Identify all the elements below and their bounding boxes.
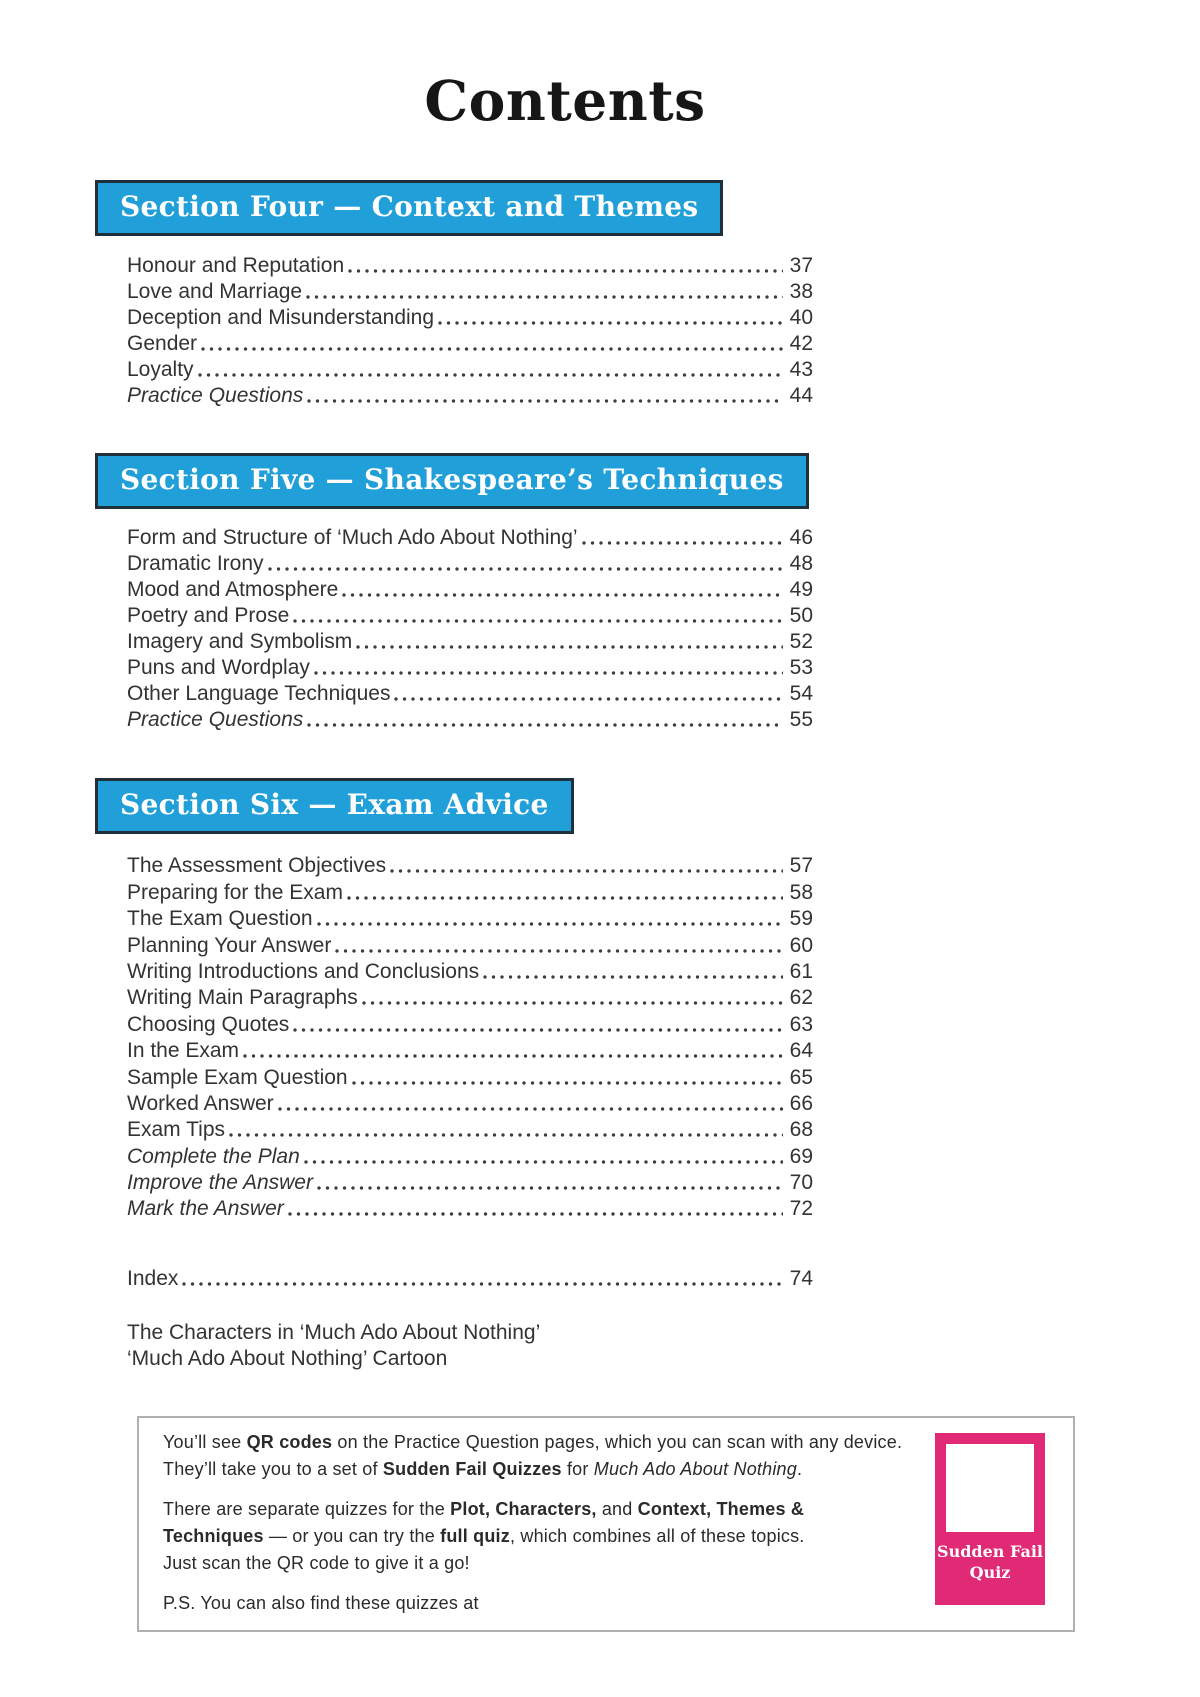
dot-leader xyxy=(483,975,783,979)
dot-leader xyxy=(198,373,783,377)
toc-entry-label: Complete the Plan xyxy=(127,1144,300,1168)
note-text-run-italic: Much Ado About Nothing xyxy=(593,1459,797,1479)
note-text-run-bold: Sudden Fail Quizzes xyxy=(382,1459,562,1479)
dot-leader xyxy=(307,399,782,403)
toc-entry-label: Preparing for the Exam xyxy=(127,880,343,904)
section-four-list xyxy=(127,252,813,408)
dot-leader xyxy=(317,922,783,926)
note-text-run: on the Practice Question pages, which you can scan with any device. xyxy=(332,1432,903,1452)
toc-entry-page: 66 xyxy=(789,1091,813,1115)
toc-entry-label: Exam Tips xyxy=(127,1118,226,1142)
toc-entry-page: 55 xyxy=(789,708,813,731)
section-six-header: Section Six — Exam Advice xyxy=(95,778,574,834)
toc-entry-label: Writing Introductions and Conclusions xyxy=(127,959,480,983)
dot-leader xyxy=(352,1081,783,1085)
dot-leader xyxy=(306,295,783,299)
section-four-header: Section Four — Context and Themes xyxy=(95,180,723,236)
toc-entry-page: 44 xyxy=(789,384,813,407)
toc-entry xyxy=(127,628,813,654)
note-text-run-bold: full quiz xyxy=(440,1526,510,1546)
toc-entry xyxy=(127,1090,813,1116)
toc-entry-label: Improve the Answer xyxy=(127,1171,313,1195)
toc-entry-page: 46 xyxy=(789,526,813,549)
dot-leader xyxy=(304,1160,783,1164)
toc-entry-label: Other Language Techniques xyxy=(127,682,391,705)
toc-entry-label: Mark the Answer xyxy=(127,1197,284,1221)
sudden-fail-quiz-badge xyxy=(935,1433,1045,1605)
note-text-run: and xyxy=(596,1499,638,1519)
toc-entry-page: 61 xyxy=(789,959,813,983)
dot-leader xyxy=(317,1186,783,1190)
toc-entry-page: 42 xyxy=(789,332,813,355)
note-text-run: . xyxy=(796,1459,803,1479)
dot-leader xyxy=(278,1107,783,1111)
toc-entry-label: The Assessment Objectives xyxy=(127,854,387,878)
dot-leader xyxy=(394,697,782,701)
toc-entry-label: Imagery and Symbolism xyxy=(127,630,353,653)
dot-leader xyxy=(582,541,783,545)
toc-entry-label: Choosing Quotes xyxy=(127,1012,290,1036)
note-text-run: , which combines all of these topics. xyxy=(509,1526,805,1546)
toc-entry xyxy=(127,330,813,356)
note-paragraph-3 xyxy=(163,1590,933,1617)
dot-leader xyxy=(293,619,782,623)
toc-entry-label: In the Exam xyxy=(127,1039,240,1063)
toc-entry-label: Deception and Misunderstanding xyxy=(127,306,435,329)
toc-entry-page: 37 xyxy=(789,254,813,277)
extra-line-cartoon: ‘Much Ado About Nothing’ Cartoon xyxy=(127,1347,448,1370)
dot-leader xyxy=(362,1001,783,1005)
note-text-run: P.S. You can also find these quizzes at xyxy=(163,1593,479,1613)
toc-entry-label: The Exam Question xyxy=(127,907,313,931)
toc-entry xyxy=(127,931,813,957)
dot-leader xyxy=(229,1133,783,1137)
toc-entry-label: Puns and Wordplay xyxy=(127,656,310,679)
note-text-run-bold: Context, Themes & xyxy=(637,1499,805,1519)
qr-badge-label-line2: Quiz xyxy=(969,1563,1011,1582)
toc-entry-page: 52 xyxy=(789,630,813,653)
note-text-run-bold: Plot, xyxy=(450,1499,491,1519)
index-page: 74 xyxy=(789,1267,813,1290)
page-title: Contents xyxy=(424,68,706,133)
note-paragraph-1 xyxy=(163,1429,933,1483)
section-six-list xyxy=(127,852,813,1221)
dot-leader xyxy=(182,1282,782,1286)
toc-entry-page: 58 xyxy=(789,880,813,904)
toc-entry-label: Form and Structure of ‘Much Ado About Nothing’ xyxy=(127,526,578,549)
section-five-header: Section Five — Shakespeare’s Techniques xyxy=(95,453,809,509)
toc-entry-label: Mood and Atmosphere xyxy=(127,578,339,601)
toc-entry xyxy=(127,356,813,382)
toc-entry-label: Practice Questions xyxy=(127,384,304,407)
toc-entry xyxy=(127,524,813,550)
extra-contents xyxy=(127,1320,540,1372)
toc-entry xyxy=(127,706,813,732)
toc-entry-page: 43 xyxy=(789,358,813,381)
toc-entry-label: Love and Marriage xyxy=(127,280,303,303)
toc-entry xyxy=(127,680,813,706)
note-text-run-bold: QR codes xyxy=(246,1432,333,1452)
toc-entry xyxy=(127,1063,813,1089)
toc-entry xyxy=(127,878,813,904)
toc-entry-label: Honour and Reputation xyxy=(127,254,345,277)
toc-entry xyxy=(127,1169,813,1195)
dot-leader xyxy=(342,593,782,597)
toc-entry xyxy=(127,958,813,984)
toc-entry xyxy=(127,278,813,304)
toc-entry-page: 48 xyxy=(789,552,813,575)
dot-leader xyxy=(201,347,783,351)
toc-entry-label: Planning Your Answer xyxy=(127,933,332,957)
toc-entry xyxy=(127,252,813,278)
qr-note-text xyxy=(163,1429,933,1630)
toc-entry-page: 59 xyxy=(789,907,813,931)
toc-entry xyxy=(127,1010,813,1036)
toc-entry xyxy=(127,602,813,628)
toc-entry-label: Loyalty xyxy=(127,358,194,381)
note-text-run: You’ll see xyxy=(163,1432,247,1452)
toc-entry-label: Sample Exam Question xyxy=(127,1065,348,1089)
note-paragraph-2 xyxy=(163,1496,933,1577)
dot-leader xyxy=(438,321,783,325)
dot-leader xyxy=(335,949,782,953)
toc-entry xyxy=(127,1195,813,1221)
qr-badge-label-line1: Sudden Fail xyxy=(937,1542,1043,1561)
toc-entry-page: 53 xyxy=(789,656,813,679)
index-entry xyxy=(127,1265,813,1291)
toc-entry xyxy=(127,550,813,576)
toc-entry-page: 65 xyxy=(789,1065,813,1089)
toc-entry-page: 64 xyxy=(789,1039,813,1063)
toc-entry xyxy=(127,576,813,602)
toc-entry xyxy=(127,1116,813,1142)
index-label: Index xyxy=(127,1267,179,1290)
toc-entry-label: Practice Questions xyxy=(127,708,304,731)
qr-badge-label xyxy=(935,1541,1045,1583)
dot-leader xyxy=(307,723,782,727)
toc-entry-page: 60 xyxy=(789,933,813,957)
toc-entry-page: 54 xyxy=(789,682,813,705)
note-text-run: There are separate quizzes for the xyxy=(163,1499,451,1519)
toc-entry-page: 49 xyxy=(789,578,813,601)
qr-code-placeholder xyxy=(946,1444,1034,1532)
toc-entry-label: Worked Answer xyxy=(127,1091,274,1115)
index-list xyxy=(127,1265,813,1291)
toc-entry xyxy=(127,654,813,680)
toc-entry-label: Poetry and Prose xyxy=(127,604,290,627)
note-text-run: They’ll take you to a set of xyxy=(163,1459,383,1479)
dot-leader xyxy=(314,671,783,675)
toc-entry xyxy=(127,852,813,878)
toc-entry-label: Writing Main Paragraphs xyxy=(127,986,358,1010)
toc-entry-page: 40 xyxy=(789,306,813,329)
toc-entry xyxy=(127,382,813,408)
toc-entry-page: 72 xyxy=(789,1197,813,1221)
toc-entry xyxy=(127,1037,813,1063)
dot-leader xyxy=(390,869,783,873)
toc-entry-page: 62 xyxy=(789,986,813,1010)
toc-entry xyxy=(127,1142,813,1168)
dot-leader xyxy=(293,1028,782,1032)
toc-entry xyxy=(127,984,813,1010)
dot-leader xyxy=(243,1054,783,1058)
dot-leader xyxy=(288,1212,783,1216)
toc-entry-page: 38 xyxy=(789,280,813,303)
note-text-run-bold: Techniques xyxy=(163,1526,264,1546)
note-text-run: Just scan the QR code to give it a go! xyxy=(163,1553,470,1573)
dot-leader xyxy=(268,567,783,571)
toc-entry-label: Gender xyxy=(127,332,198,355)
qr-note-box xyxy=(137,1416,1075,1632)
section-five-list xyxy=(127,524,813,732)
extra-line-characters: The Characters in ‘Much Ado About Nothing’ xyxy=(127,1321,541,1344)
dot-leader xyxy=(356,645,782,649)
toc-entry-page: 63 xyxy=(789,1012,813,1036)
toc-entry-page: 70 xyxy=(789,1171,813,1195)
toc-entry xyxy=(127,304,813,330)
note-text-run: — or you can try the xyxy=(263,1526,441,1546)
toc-entry-label: Dramatic Irony xyxy=(127,552,264,575)
toc-entry-page: 50 xyxy=(789,604,813,627)
dot-leader xyxy=(347,896,783,900)
note-text-run-bold: Characters, xyxy=(495,1499,597,1519)
toc-entry xyxy=(127,905,813,931)
note-text-run: for xyxy=(561,1459,594,1479)
toc-entry-page: 57 xyxy=(789,854,813,878)
toc-entry-page: 68 xyxy=(789,1118,813,1142)
dot-leader xyxy=(348,269,782,273)
toc-entry-page: 69 xyxy=(789,1144,813,1168)
